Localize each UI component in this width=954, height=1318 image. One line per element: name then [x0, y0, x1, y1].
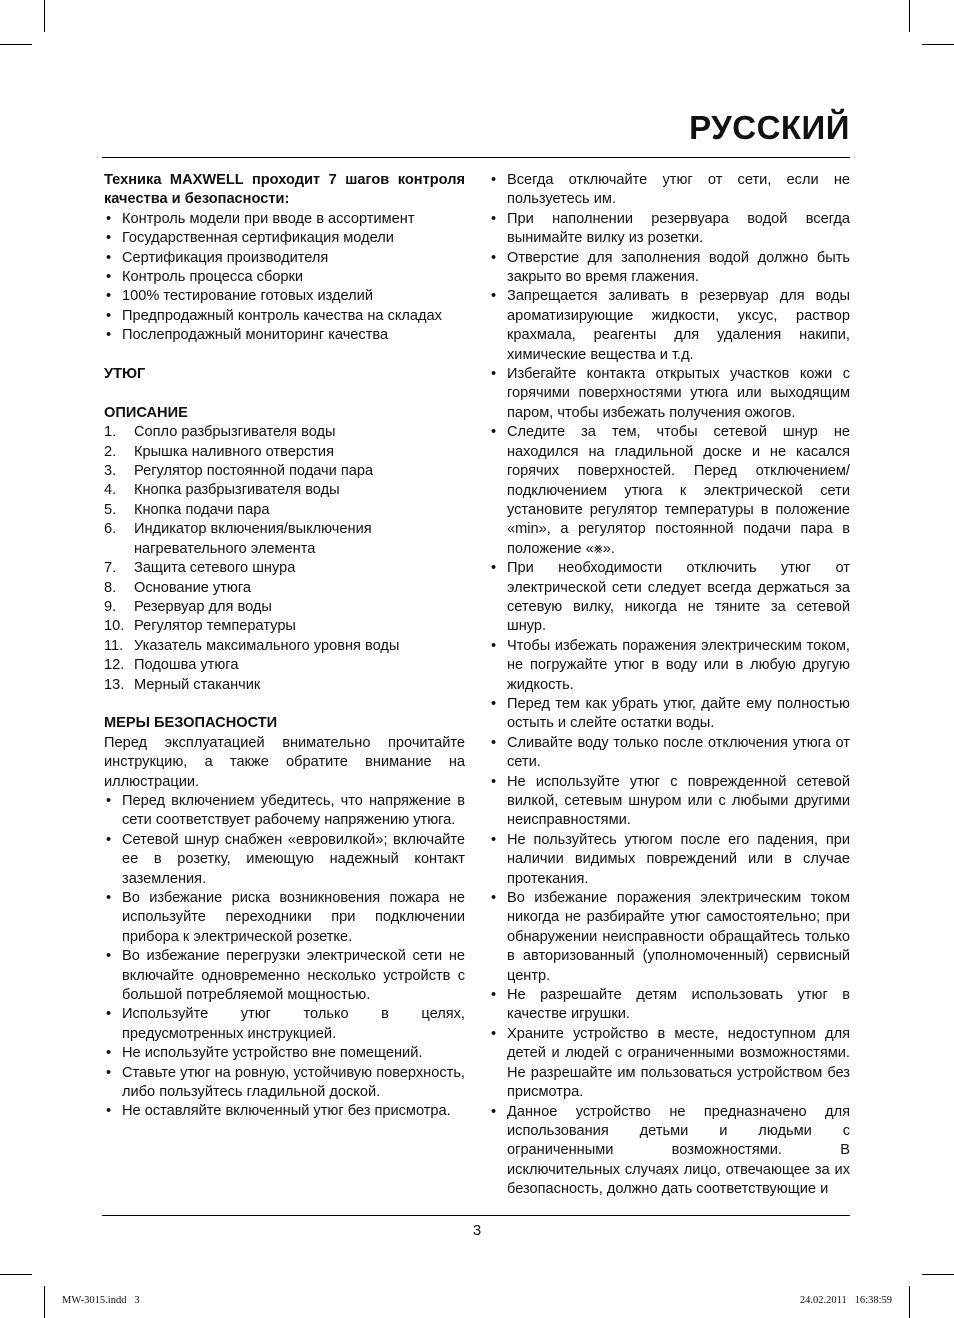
safety-intro: Перед эксплуатацией внимательно прочитайте инструкцию, а также обратите внимание на иллюстрации.: [104, 734, 465, 790]
list-item: [104, 1044, 465, 1063]
list-item-text: Контроль модели при вводе в ассортимент: [122, 210, 415, 227]
bullet-icon: •: [106, 1006, 112, 1023]
list-item-text: Чтобы избежать поражения электрическим током, не погружайте утюг в воду или в любую другую жидкость.: [507, 637, 850, 693]
header-rule: [102, 157, 850, 158]
safety-list: [104, 792, 465, 1122]
list-item-text: Контроль процесса сборки: [122, 269, 304, 286]
part-number: 13.: [104, 676, 125, 693]
list-item: [489, 1103, 850, 1200]
part-label: Регулятор постоянной подачи пара: [134, 463, 374, 480]
part-label: Основание утюга: [134, 579, 251, 596]
part-item: [104, 559, 465, 578]
bullet-icon: •: [491, 424, 497, 441]
bullet-icon: •: [491, 637, 497, 654]
part-label: Кнопка разбрызгивателя воды: [134, 482, 340, 499]
bullet-icon: •: [491, 249, 497, 266]
slug-date: 24.02.2011 16:38:59: [799, 1295, 892, 1306]
list-item-text: Не разрешайте детям использовать утюг в качестве игрушки.: [507, 987, 850, 1023]
part-label: Мерный стаканчик: [134, 676, 261, 693]
part-number: 6.: [104, 521, 117, 538]
list-item-text: Во избежание риска возникновения пожара не используйте переходники при подключении прибора к электрической розетке.: [122, 889, 465, 945]
list-item-text: Следите за тем, чтобы сетевой шнур не находился на гладильной доске и не касался горячих поверхностей. Перед отключением/подключением утюга к электрической сети установите регулятор температуры в положение «min», а регулятор постоянной подачи пара в положение «⨳».: [507, 424, 850, 557]
list-item-text: Не используйте устройство вне помещений.: [122, 1045, 423, 1062]
bullet-icon: •: [491, 734, 497, 751]
list-item-text: Во избежание поражения электрическим током никогда не разбирайте утюг самостоятельно; при обнаружении неисправности обращайтесь только в авторизованный (уполномоченный) сервисный центр.: [507, 890, 850, 984]
list-item-text: Не пользуйтесь утюгом после его падения, при наличии видимых повреждений или в случае протекания.: [507, 831, 850, 887]
left-column: [104, 171, 465, 1122]
list-item: [489, 249, 850, 288]
product-heading: УТЮГ: [104, 366, 146, 383]
bullet-icon: •: [491, 288, 497, 305]
description-heading: ОПИСАНИЕ: [104, 404, 188, 421]
list-item: [489, 734, 850, 773]
right-column: [489, 171, 850, 1200]
list-item: [104, 268, 465, 287]
part-label: Подошва утюга: [134, 657, 239, 674]
bullet-icon: •: [106, 1064, 112, 1081]
bullet-icon: •: [106, 1045, 112, 1062]
part-label: Крышка наливного отверстия: [134, 443, 334, 460]
list-item: [104, 792, 465, 831]
list-item: [489, 831, 850, 889]
list-item-text: Сертификация производителя: [122, 249, 329, 266]
list-item: [489, 889, 850, 986]
bullet-icon: •: [106, 307, 112, 324]
part-item: [104, 520, 465, 559]
bullet-icon: •: [106, 269, 112, 286]
part-label: Кнопка подачи пара: [134, 501, 270, 518]
bullet-icon: •: [106, 792, 112, 809]
part-label: Регулятор температуры: [134, 618, 296, 635]
list-item: [489, 287, 850, 365]
list-item-text: Перед тем как убрать утюг, дайте ему полностью остыть и слейте остатки воды.: [507, 695, 850, 732]
list-item-text: Избегайте контакта открытых участков кожи с горячими поверхностями утюга или выходящим паром, чтобы избежать получения ожогов.: [507, 366, 850, 421]
part-item: [104, 656, 465, 675]
crop-mark: [922, 1274, 954, 1275]
list-item: [104, 249, 465, 268]
part-number: 5.: [104, 501, 117, 518]
list-item-text: Отверстие для заполнения водой должно быть закрыто во время глажения.: [507, 249, 850, 286]
list-item: [489, 365, 850, 423]
crop-mark: [44, 1286, 45, 1318]
bullet-icon: •: [106, 948, 112, 965]
part-item: [104, 637, 465, 656]
crop-mark: [0, 44, 32, 45]
list-item-text: 100% тестирование готовых изделий: [122, 288, 373, 305]
part-number: 11.: [104, 637, 124, 654]
list-item: [104, 287, 465, 306]
crop-mark: [922, 44, 954, 45]
part-item: [104, 617, 465, 636]
list-item-text: Запрещается заливать в резервуар для воды ароматизирующие жидкости, уксус, раствор крахмала, реагенты для удаления накипи, химические вещества и т.д.: [507, 288, 850, 363]
list-item: [489, 423, 850, 559]
part-item: [104, 481, 465, 500]
list-item: [489, 171, 850, 210]
part-item: [104, 462, 465, 481]
part-number: 9.: [104, 598, 117, 615]
list-item-text: Предпродажный контроль качества на складах: [122, 307, 442, 324]
part-label: Сопло разбрызгивателя воды: [134, 424, 336, 441]
list-item-text: Послепродажный мониторинг качества: [122, 327, 389, 344]
bullet-icon: •: [106, 230, 112, 247]
crop-mark: [0, 1274, 32, 1275]
bullet-icon: •: [491, 210, 497, 227]
list-item: [489, 773, 850, 831]
bullet-icon: •: [491, 1103, 497, 1120]
safety-heading: МЕРЫ БЕЗОПАСНОСТИ: [104, 715, 278, 732]
crop-mark: [909, 0, 910, 32]
list-item-text: Используйте утюг только в целях, предусмотренных инструкцией.: [122, 1006, 465, 1042]
part-item: [104, 676, 465, 695]
list-item-text: Храните устройство в месте, недоступном для детей и людей с ограниченными возможностями. Не разрешайте им пользоваться устройством без присмотра.: [507, 1025, 850, 1101]
list-item-text: При наполнении резервуара водой всегда вынимайте вилку из розетки.: [507, 210, 850, 247]
bullet-icon: •: [106, 249, 112, 266]
part-label: Резервуар для воды: [134, 598, 272, 615]
slug-file: MW-3015.indd 3: [62, 1295, 140, 1306]
list-item-text: Ставьте утюг на ровную, устойчивую поверхность, либо пользуйтесь гладильной доской.: [122, 1064, 465, 1101]
list-item: [104, 229, 465, 248]
part-number: 8.: [104, 579, 117, 596]
part-item: [104, 443, 465, 462]
safety-list-continued: [489, 171, 850, 1200]
bullet-icon: •: [491, 695, 497, 712]
list-item: [104, 947, 465, 1005]
list-item-text: Данное устройство не предназначено для использования детьми и людьми с ограниченными возможностями. В исключительных случаях лицо, отвечающее за их безопасность, должно дать соответствующие и: [507, 1103, 850, 1198]
bullet-icon: •: [491, 560, 497, 577]
list-item: [489, 210, 850, 249]
bullet-icon: •: [491, 831, 497, 848]
list-item: [104, 210, 465, 229]
crop-mark: [909, 1286, 910, 1318]
list-item: [489, 695, 850, 734]
list-item: [104, 1102, 465, 1121]
list-item: [104, 1064, 465, 1103]
bullet-icon: •: [491, 987, 497, 1004]
bullet-icon: •: [106, 831, 112, 848]
bullet-icon: •: [106, 327, 112, 344]
bullet-icon: •: [491, 366, 497, 383]
part-item: [104, 579, 465, 598]
list-item-text: Во избежание перегрузки электрической сети не включайте одновременно несколько устройств с большой потребляемой мощностью.: [122, 948, 465, 1004]
bullet-icon: •: [106, 210, 112, 227]
list-item-text: Государственная сертификация модели: [122, 230, 394, 247]
part-number: 4.: [104, 482, 117, 499]
part-number: 1.: [104, 424, 117, 441]
list-item: [104, 831, 465, 889]
parts-list: [104, 423, 465, 695]
bullet-icon: •: [106, 1103, 112, 1120]
list-item-text: Сетевой шнур снабжен «евровилкой»; включайте ее в розетку, имеющую надежный контакт заземления.: [122, 831, 465, 887]
list-item-text: Не оставляйте включенный утюг без присмотра.: [122, 1103, 451, 1120]
list-item: [489, 637, 850, 695]
bullet-icon: •: [491, 172, 497, 188]
list-item: [489, 1025, 850, 1103]
part-number: 10.: [104, 618, 125, 635]
part-item: [104, 423, 465, 442]
part-label: Защита сетевого шнура: [134, 560, 296, 577]
part-number: 3.: [104, 463, 117, 480]
list-item-text: Сливайте воду только после отключения утюга от сети.: [507, 734, 850, 771]
bullet-icon: •: [106, 288, 112, 305]
list-item-text: При необходимости отключить утюг от электрической сети следует всегда держаться за сетевую вилку, никогда не тяните за сетевой шнур.: [507, 560, 850, 635]
list-item: [104, 307, 465, 326]
intro-list: [104, 210, 465, 346]
part-number: 2.: [104, 443, 117, 460]
part-number: 12.: [104, 657, 125, 674]
list-item: [104, 889, 465, 947]
crop-mark: [44, 0, 45, 32]
list-item: [489, 559, 850, 637]
part-label: Указатель максимального уровня воды: [134, 637, 400, 654]
part-item: [104, 598, 465, 617]
list-item: [104, 1005, 465, 1044]
list-item: [104, 326, 465, 345]
part-item: [104, 501, 465, 520]
list-item-text: Не используйте утюг с поврежденной сетевой вилкой, сетевым шнуром или с любыми другими неисправностями.: [507, 773, 850, 829]
page-title: РУССКИЙ: [689, 109, 850, 146]
page-number: 3: [472, 1222, 482, 1239]
part-number: 7.: [104, 560, 117, 577]
footer-rule: [102, 1215, 850, 1216]
bullet-icon: •: [491, 773, 497, 790]
bullet-icon: •: [106, 889, 112, 906]
list-item-text: Перед включением убедитесь, что напряжение в сети соответствует рабочему напряжению утюга.: [122, 792, 465, 829]
intro-heading: Техника MAXWELL проходит 7 шагов контроля качества и безопасности:: [104, 172, 465, 208]
bullet-icon: •: [491, 890, 497, 907]
part-label: Индикатор включения/выключения нагревательного элемента: [134, 521, 372, 557]
list-item-text: Всегда отключайте утюг от сети, если не пользуетесь им.: [507, 172, 850, 208]
bullet-icon: •: [491, 1025, 497, 1042]
list-item: [489, 986, 850, 1025]
